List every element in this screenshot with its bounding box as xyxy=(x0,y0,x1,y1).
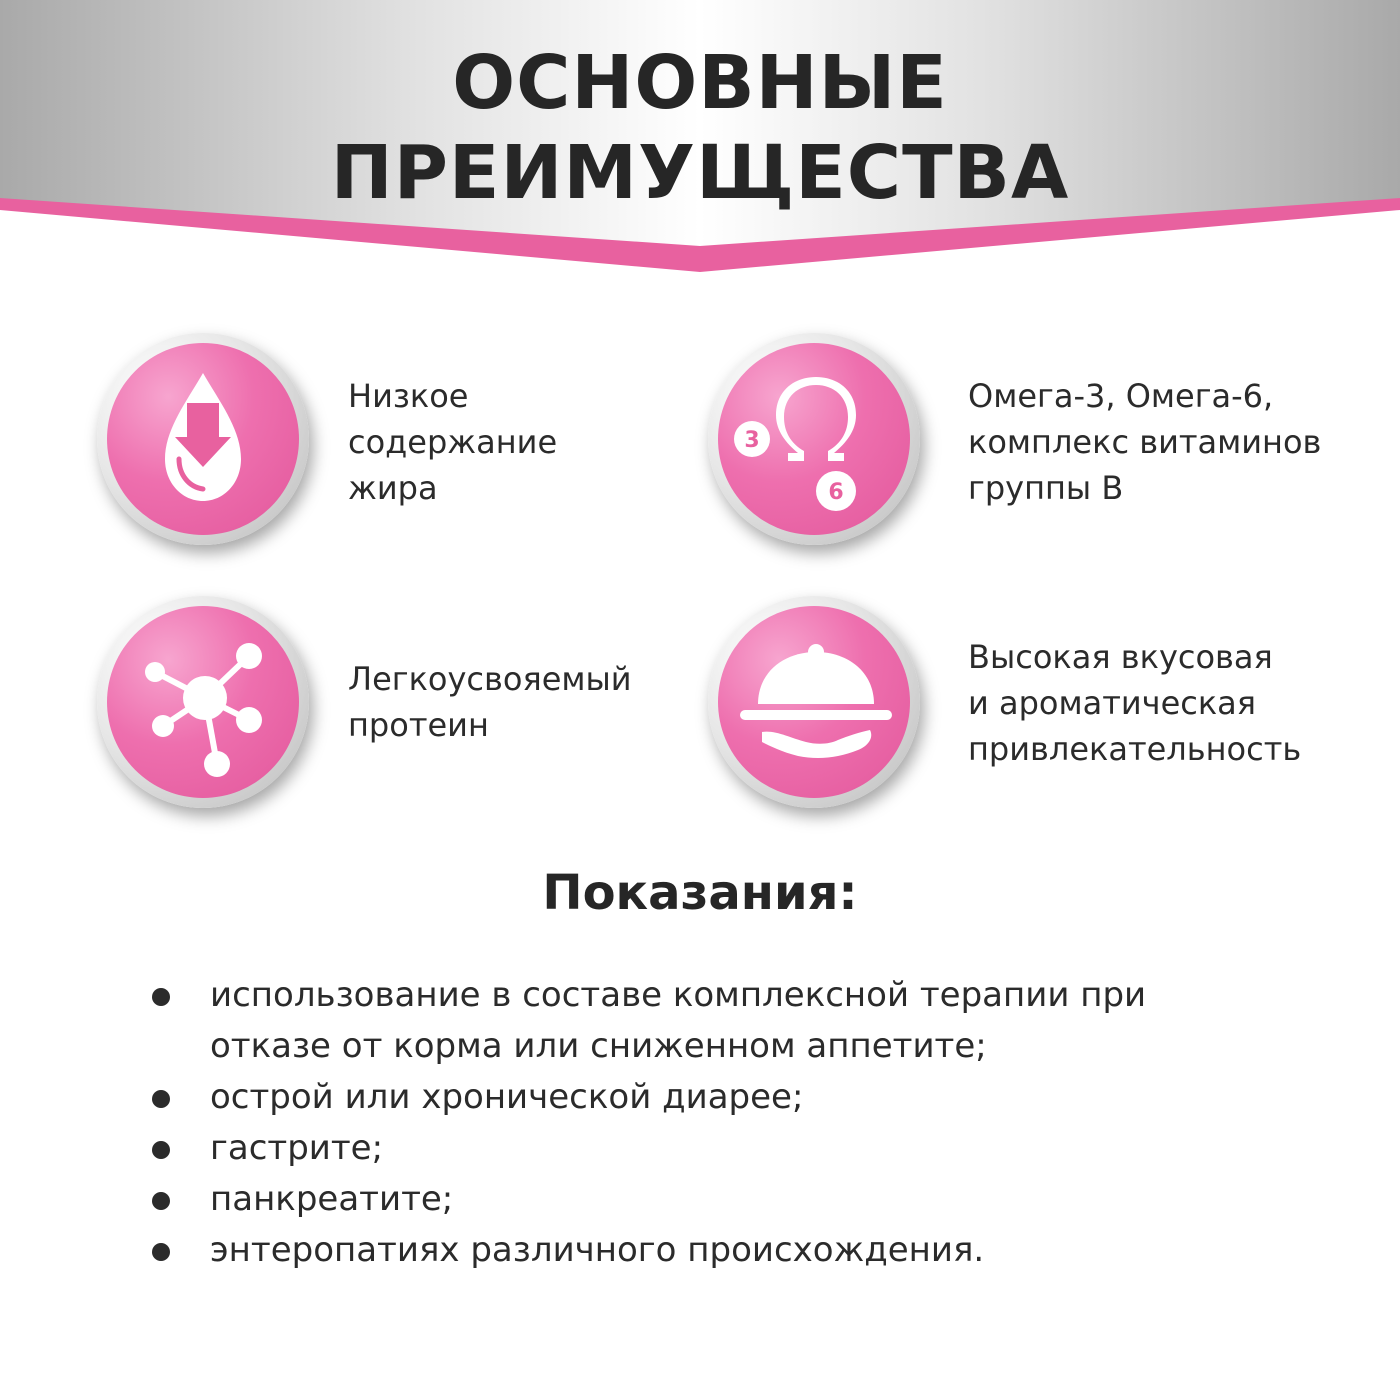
feature-text-line: Низкое xyxy=(348,377,469,415)
feature-badge xyxy=(97,596,309,808)
indications-list xyxy=(150,970,1310,1276)
feature-text xyxy=(968,373,1321,511)
list-item xyxy=(150,970,1310,1072)
list-item xyxy=(150,1072,1310,1123)
page-title xyxy=(0,38,1400,218)
bullet-icon xyxy=(152,988,170,1006)
list-item-text: отказе от корма или сниженном аппетите; xyxy=(210,1026,987,1066)
feature-text-line: группы В xyxy=(968,469,1124,507)
drop-down-arrow-icon xyxy=(107,343,299,535)
page-title-line-1: ОСНОВНЫЕ xyxy=(452,40,948,126)
feature-badge xyxy=(97,333,309,545)
molecule-icon xyxy=(107,606,299,798)
feature-text-line: Высокая вкусовая xyxy=(968,638,1273,676)
header-banner xyxy=(0,0,1400,280)
serving-cloche-icon xyxy=(718,606,910,798)
feature-badge xyxy=(708,596,920,808)
feature-text xyxy=(968,634,1301,772)
page-title-line-2: ПРЕИМУЩЕСТВА xyxy=(330,130,1070,216)
omega-3-label: 3 xyxy=(744,428,760,453)
list-item-text: гастрите; xyxy=(210,1128,384,1168)
feature-text-line: протеин xyxy=(348,706,489,744)
bullet-icon xyxy=(152,1141,170,1159)
feature-text xyxy=(348,373,557,511)
indications-title: Показания: xyxy=(542,865,858,921)
bullet-icon xyxy=(152,1090,170,1108)
bullet-icon xyxy=(152,1192,170,1210)
list-item-text: использование в составе комплексной терапии при xyxy=(210,975,1147,1015)
omega-6-label: 6 xyxy=(828,480,844,505)
feature-badge xyxy=(708,333,920,545)
feature-text-line: Омега-3, Омега-6, xyxy=(968,377,1274,415)
list-item-text: энтеропатиях различного происхождения. xyxy=(210,1230,985,1270)
list-item xyxy=(150,1225,1310,1276)
feature-text-line: содержание xyxy=(348,423,558,461)
omega-icon xyxy=(718,343,910,535)
feature-text-line: жира xyxy=(348,469,438,507)
list-item xyxy=(150,1123,1310,1174)
feature-text-line: и ароматическая xyxy=(968,684,1257,722)
list-item-text: панкреатите; xyxy=(210,1179,454,1219)
bullet-icon xyxy=(152,1243,170,1261)
feature-text xyxy=(348,656,632,748)
feature-text-line: комплекс витаминов xyxy=(968,423,1322,461)
list-item xyxy=(150,1174,1310,1225)
feature-text-line: Легкоусвояемый xyxy=(348,660,632,698)
feature-text-line: привлекательность xyxy=(968,730,1302,768)
list-item-text: острой или хронической диарее; xyxy=(210,1077,804,1117)
